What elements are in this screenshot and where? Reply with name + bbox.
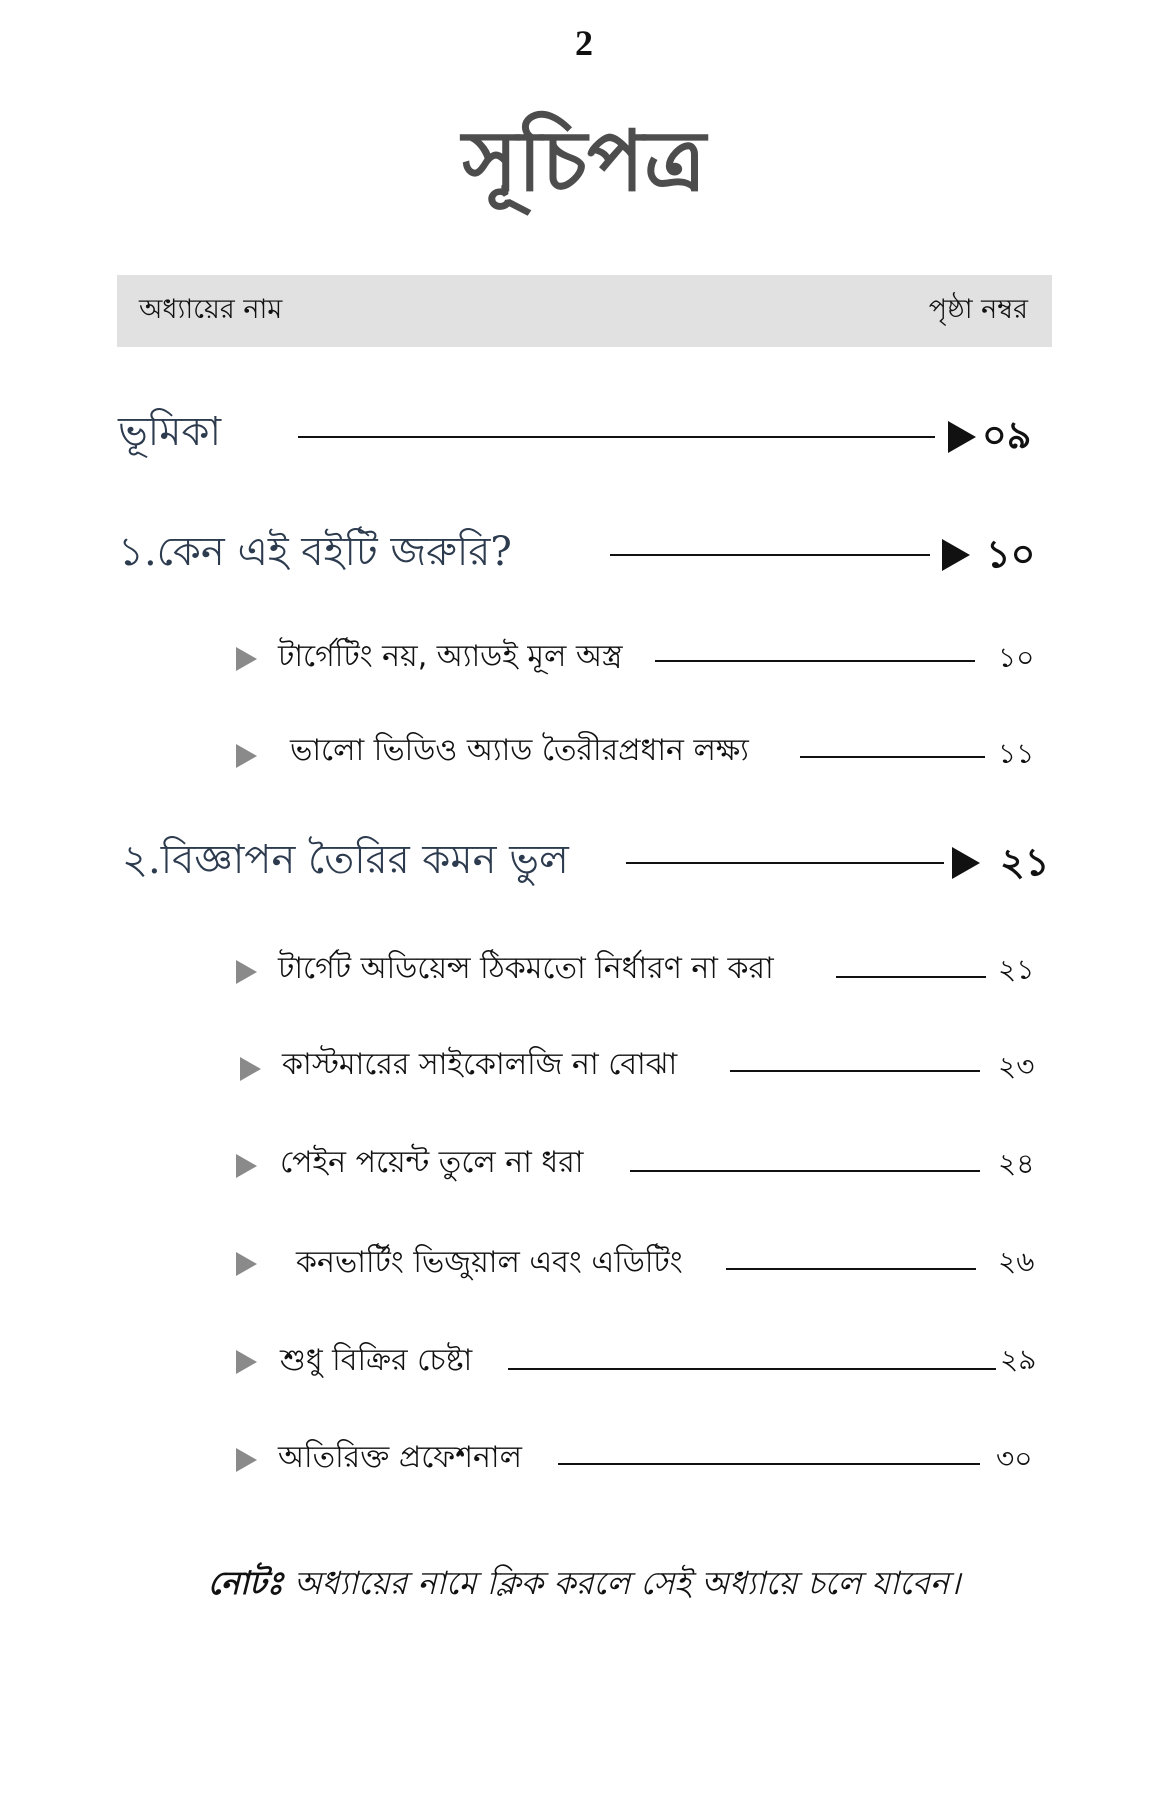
toc-subentry[interactable] (0, 1440, 1168, 1483)
toc-entry-page: ১০ (986, 532, 1036, 576)
bullet-arrow-icon (236, 1252, 257, 1276)
toc-subentry[interactable] (0, 639, 1168, 682)
toc-entry-page: ২৪ (998, 1147, 1035, 1180)
page-title: সূচিপত্র (462, 111, 706, 210)
chapter-name-column-label: অধ্যায়ের নাম (139, 293, 283, 325)
note-prefix: নোটঃ (207, 1564, 284, 1602)
arrow-right-icon (948, 421, 976, 453)
toc-entry-page: ২১ (998, 953, 1035, 986)
bullet-arrow-icon (236, 647, 257, 671)
toc-subentry[interactable] (0, 1047, 1168, 1090)
navigation-note (0, 1558, 1168, 1612)
leader-line (298, 436, 935, 438)
bullet-arrow-icon (236, 1154, 257, 1178)
toc-entry-chapter-2[interactable] (0, 837, 1168, 890)
toc-entry-introduction[interactable] (0, 409, 1168, 462)
leader-line (836, 976, 986, 978)
bullet-arrow-icon (236, 1350, 257, 1374)
toc-entry-label: শুধু বিক্রির চেষ্টা (280, 1343, 473, 1378)
arrow-right-icon (942, 539, 970, 571)
toc-subentry[interactable] (0, 951, 1168, 994)
page-number-column-label: পৃষ্ঠা নম্বর (928, 293, 1028, 325)
toc-entry-label: টার্গেট অডিয়েন্স ঠিকমতো নির্ধারণ না করা (278, 951, 774, 986)
toc-entry-page: ০৯ (982, 413, 1032, 457)
toc-entry-label: ভূমিকা (118, 409, 222, 455)
toc-subentry[interactable] (0, 1145, 1168, 1188)
leader-line (508, 1368, 996, 1370)
leader-line (726, 1268, 976, 1270)
bullet-arrow-icon (236, 744, 257, 768)
toc-entry-label: কনভার্টিং ভিজুয়াল এবং এডিটিং (296, 1245, 683, 1280)
toc-subentry[interactable] (0, 1343, 1168, 1386)
toc-entry-page: ৩০ (996, 1442, 1033, 1475)
toc-entry-label: কাস্টমারের সাইকোলজি না বোঝা (282, 1047, 678, 1082)
toc-entry-page: ২১ (1000, 840, 1050, 884)
leader-line (630, 1170, 980, 1172)
leader-line (558, 1463, 980, 1465)
bullet-arrow-icon (240, 1057, 261, 1081)
page-number: 2 (575, 23, 593, 63)
toc-entry-page: ১১ (998, 737, 1035, 770)
arrow-right-icon (952, 847, 980, 879)
toc-entry-label: ২.বিজ্ঞাপন তৈরির কমন ভুল (122, 837, 569, 883)
leader-line (800, 756, 985, 758)
bullet-arrow-icon (236, 960, 257, 984)
toc-entry-label: ১.কেন এই বইটি জরুরি? (118, 529, 512, 575)
leader-line (730, 1070, 980, 1072)
leader-line (626, 862, 944, 864)
toc-subentry[interactable] (0, 733, 1168, 776)
toc-entry-chapter-1[interactable] (0, 529, 1168, 582)
toc-entry-page: ২৬ (998, 1245, 1035, 1278)
toc-header-bar (117, 275, 1052, 347)
toc-entry-label: পেইন পয়েন্ট তুলে না ধরা (280, 1145, 584, 1180)
note-text: অধ্যায়ের নামে ক্লিক করলে সেই অধ্যায়ে চলে যাবেন। (283, 1564, 961, 1602)
toc-entry-page: ১০ (998, 641, 1035, 674)
leader-line (655, 660, 975, 662)
toc-subentry[interactable] (0, 1245, 1168, 1288)
toc-entry-page: ২৯ (1000, 1343, 1037, 1376)
toc-entry-label: ভালো ভিডিও অ্যাড তৈরীরপ্রধান লক্ষ্য (290, 733, 749, 768)
leader-line (610, 554, 930, 556)
bullet-arrow-icon (236, 1448, 257, 1472)
toc-entry-label: অতিরিক্ত প্রফেশনাল (278, 1440, 522, 1475)
toc-entry-page: ২৩ (998, 1050, 1035, 1083)
toc-entry-label: টার্গেটিং নয়, অ্যাডই মূল অস্ত্র (278, 639, 623, 674)
